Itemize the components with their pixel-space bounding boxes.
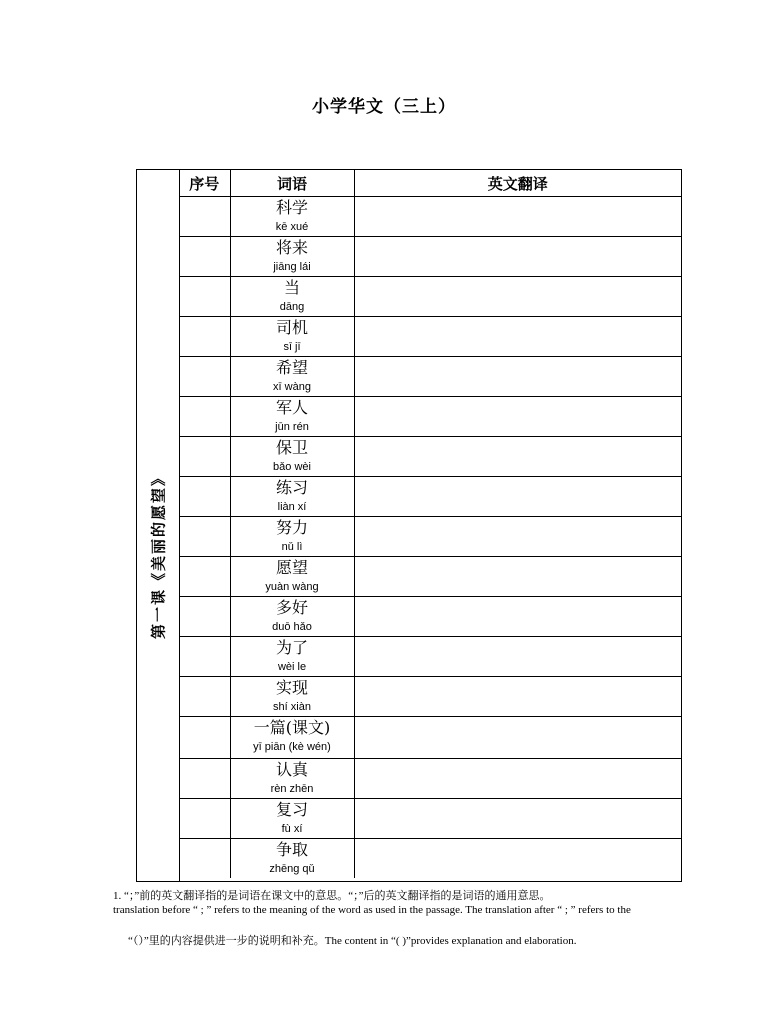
cell-word (230, 237, 354, 277)
cell-word (230, 597, 354, 637)
cell-translation[interactable] (354, 237, 681, 277)
cell-translation[interactable] (354, 637, 681, 677)
vocabulary-sheet (136, 169, 682, 882)
cell-number[interactable] (179, 597, 230, 637)
note-line-3: “（）”里的内容提供进一步的说明和补充。The content in “( )”provides explanation and elaboration. (128, 935, 577, 947)
word-hanzi: 司机 (275, 318, 308, 337)
header-translation: 英文翻译 (354, 170, 681, 197)
word-hanzi: 将来 (275, 238, 308, 257)
cell-translation[interactable] (354, 799, 681, 839)
word-hanzi: 多好 (275, 598, 308, 617)
word-hanzi: 当 (283, 278, 300, 297)
lesson-title: 第一课《美丽的愿望》 (149, 468, 168, 640)
cell-number[interactable] (179, 637, 230, 677)
cell-translation[interactable] (354, 397, 681, 437)
word-pinyin: shí xiàn (273, 701, 311, 713)
cell-number[interactable] (179, 357, 230, 397)
cell-translation[interactable] (354, 717, 681, 759)
cell-number[interactable] (179, 839, 230, 879)
word-pinyin: bǎo wèi (273, 461, 311, 473)
table-row (179, 517, 681, 557)
word-pinyin: wèi le (277, 661, 307, 673)
table-row (179, 197, 681, 237)
table-row (179, 717, 681, 759)
table-row (179, 237, 681, 277)
note-line-1: 1. “；”前的英文翻译指的是词语在课文中的意思。“；”后的英文翻译指的是词语的通用意思。 (113, 890, 551, 902)
word-hanzi: 认真 (275, 760, 308, 779)
word-hanzi: 复习 (275, 800, 308, 819)
cell-word (230, 277, 354, 317)
cell-number[interactable] (179, 799, 230, 839)
table-row (179, 799, 681, 839)
table-row (179, 437, 681, 477)
vocabulary-table (179, 170, 681, 878)
word-pinyin: dāng (279, 301, 305, 313)
word-hanzi: 实现 (275, 678, 308, 697)
cell-number[interactable] (179, 517, 230, 557)
cell-number[interactable] (179, 557, 230, 597)
cell-translation[interactable] (354, 759, 681, 799)
cell-word (230, 197, 354, 237)
cell-word (230, 677, 354, 717)
word-pinyin: xī wàng (273, 381, 311, 393)
cell-number[interactable] (179, 759, 230, 799)
cell-translation[interactable] (354, 317, 681, 357)
cell-number[interactable] (179, 277, 230, 317)
cell-number[interactable] (179, 237, 230, 277)
word-hanzi: 保卫 (275, 438, 308, 457)
cell-translation[interactable] (354, 677, 681, 717)
word-pinyin: duō hǎo (272, 621, 312, 633)
word-pinyin: yuàn wàng (265, 581, 319, 593)
cell-word (230, 437, 354, 477)
cell-translation[interactable] (354, 357, 681, 397)
word-pinyin: jūn rén (275, 421, 309, 433)
word-pinyin: liàn xí (277, 501, 307, 513)
table-row (179, 637, 681, 677)
cell-translation[interactable] (354, 197, 681, 237)
cell-number[interactable] (179, 437, 230, 477)
table-row (179, 477, 681, 517)
cell-translation[interactable] (354, 597, 681, 637)
word-hanzi: 为了 (275, 638, 308, 657)
word-hanzi: 练习 (275, 478, 308, 497)
table-header-row (179, 170, 681, 197)
cell-translation[interactable] (354, 557, 681, 597)
cell-word (230, 477, 354, 517)
cell-number[interactable] (179, 197, 230, 237)
word-hanzi: 愿望 (275, 558, 308, 577)
cell-translation[interactable] (354, 277, 681, 317)
table-row (179, 557, 681, 597)
table-row (179, 317, 681, 357)
table-row (179, 677, 681, 717)
word-hanzi: 军人 (275, 398, 308, 417)
word-pinyin: fù xí (281, 823, 303, 835)
cell-number[interactable] (179, 717, 230, 759)
lesson-column (137, 170, 180, 881)
vocabulary-rows (179, 197, 681, 879)
page-title: 小学华文（三上） (312, 97, 456, 117)
cell-word (230, 317, 354, 357)
cell-word (230, 799, 354, 839)
note-line-2: translation before “ ; ” refers to the meaning of the word as used in the passage. The translation after “ ; ” refers to the (113, 904, 631, 916)
word-pinyin: kē xué (275, 221, 309, 233)
cell-word (230, 517, 354, 557)
word-hanzi: 争取 (275, 840, 308, 859)
cell-word (230, 839, 354, 879)
header-word: 词语 (230, 170, 354, 197)
table-row (179, 759, 681, 799)
word-pinyin: rèn zhēn (270, 783, 314, 795)
word-pinyin: zhēng qǔ (269, 863, 315, 875)
cell-number[interactable] (179, 477, 230, 517)
word-hanzi: 努力 (275, 518, 308, 537)
word-hanzi: 一篇(课文) (253, 718, 331, 737)
cell-word (230, 637, 354, 677)
cell-word (230, 717, 354, 759)
table-row (179, 357, 681, 397)
word-pinyin: yī piān (kè wén) (253, 741, 331, 753)
word-pinyin: sī jī (283, 341, 301, 353)
cell-number[interactable] (179, 677, 230, 717)
table-row (179, 597, 681, 637)
header-number: 序号 (179, 170, 230, 197)
cell-number[interactable] (179, 397, 230, 437)
cell-word (230, 759, 354, 799)
cell-translation[interactable] (354, 437, 681, 477)
cell-word (230, 357, 354, 397)
cell-number[interactable] (179, 317, 230, 357)
cell-translation[interactable] (354, 477, 681, 517)
word-pinyin: jiāng lái (273, 261, 311, 273)
table-row (179, 839, 681, 879)
word-hanzi: 希望 (275, 358, 308, 377)
word-pinyin: nǔ lì (281, 541, 303, 553)
table-row (179, 397, 681, 437)
cell-word (230, 397, 354, 437)
table-row (179, 277, 681, 317)
cell-word (230, 557, 354, 597)
word-hanzi: 科学 (275, 198, 308, 217)
cell-translation[interactable] (354, 517, 681, 557)
cell-translation[interactable] (354, 839, 681, 879)
